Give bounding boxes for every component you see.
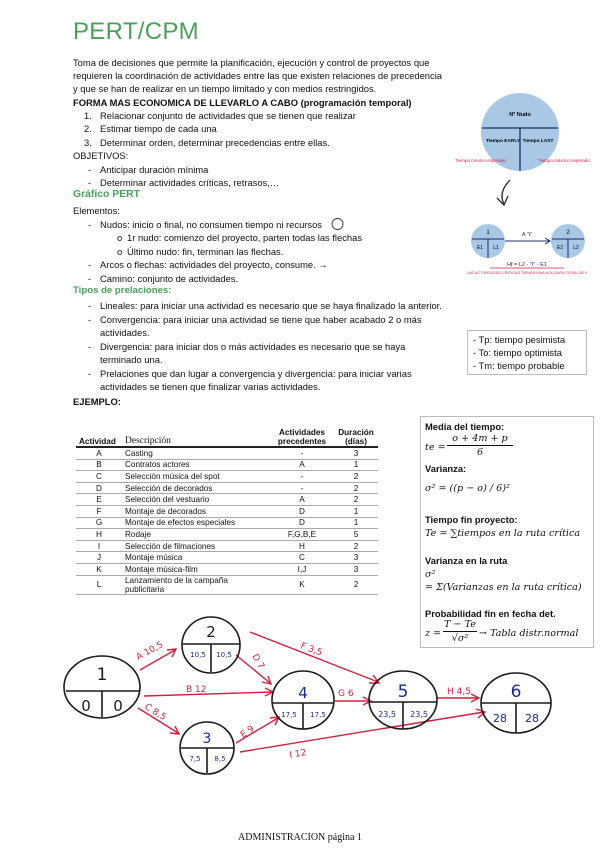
- table-cell: Contratos actores: [122, 459, 270, 471]
- table-cell: 3: [334, 563, 378, 575]
- prob-den: √σ²: [451, 633, 469, 644]
- node-early: 28: [493, 712, 507, 725]
- table-cell: Montaje música-film: [122, 563, 270, 575]
- node-number: 1: [486, 230, 490, 236]
- note-right: Tiempo máximo esperado: [538, 158, 590, 163]
- table-header-row: [76, 420, 378, 447]
- table-row: [76, 505, 378, 517]
- camino-item: Camino: conjunto de actividades.: [100, 273, 239, 284]
- tipos-heading: Tipos de prelaciones:: [73, 285, 172, 296]
- table-row: [76, 482, 378, 494]
- col-header: Actividad: [76, 420, 122, 447]
- table-cell: 2: [334, 494, 378, 506]
- node-early: 7,5: [189, 755, 201, 763]
- dash-bullet: -: [88, 177, 92, 188]
- tiempo-item: - To: tiempo optimista: [473, 347, 562, 358]
- critical-caption: LAS ACTIVIDADES CRITICAS TIENEN UNA HOLGURA TOTAL DE 0: [466, 270, 588, 275]
- arc-label: A "t": [521, 232, 533, 238]
- tipo-item-cont: terminado una.: [100, 354, 163, 365]
- nudos-sub-item: 1r nudo: comienzo del proyecto, parten todas las flechas: [127, 232, 363, 243]
- media-lhs: te =: [425, 442, 446, 453]
- table-cell: 3: [334, 552, 378, 564]
- node-last: 10,5: [216, 651, 232, 659]
- table-cell: Montaje de efectos especiales: [122, 517, 270, 529]
- arc-label: E 9: [238, 724, 257, 741]
- table-cell: I,J: [270, 563, 334, 575]
- prob-num: T − Te: [444, 619, 476, 630]
- var-ruta-f2: = Σ(Varianzas en la ruta crítica): [425, 582, 582, 593]
- arc-label: F 3,5: [298, 641, 324, 659]
- table-cell: Montaje de decorados: [122, 505, 270, 517]
- dash-bullet: -: [88, 164, 92, 175]
- varianza-heading: Varianza:: [425, 463, 467, 474]
- node-last: L2: [573, 245, 579, 251]
- table-cell: 1: [334, 459, 378, 471]
- table-cell: K: [270, 575, 334, 594]
- arcos-item: Arcos o flechas: actividades del proyecto, consume. →: [100, 259, 328, 270]
- node-number: 6: [510, 682, 522, 702]
- intro-line: y que se han de realizar en un tiempo limitado y con medios restringidos.: [73, 83, 377, 94]
- dash-bullet: -: [88, 219, 92, 230]
- node-last: 17,5: [310, 711, 326, 719]
- forma-heading: FORMA MAS ECONOMICA DE LLEVARLO A CABO (programación temporal): [73, 97, 412, 108]
- intro-paragraph: [73, 56, 473, 95]
- table-cell: B: [76, 459, 122, 471]
- objetivos-heading: OBJETIVOS:: [73, 150, 129, 161]
- tipo-item: Convergencia: para iniciar una actividad se tiene que haber acabado 2 o más: [100, 314, 422, 325]
- prob-lhs: z =: [425, 628, 442, 639]
- table-row: [76, 563, 378, 575]
- tipo-item-cont: actividades se tienen que finalizar varias actividades.: [100, 381, 321, 392]
- dash-bullet: -: [88, 259, 92, 270]
- intro-line: Toma de decisiones que permite la planificación, ejecución y control de proyectos que: [73, 57, 430, 68]
- table-cell: 5: [334, 529, 378, 541]
- table-cell: 2: [334, 482, 378, 494]
- table-cell: F: [76, 505, 122, 517]
- last-label: Tiempo LAST: [522, 139, 554, 144]
- table-cell: D: [270, 517, 334, 529]
- step-text: Relacionar conjunto de actividades que se tienen que realizar: [100, 110, 356, 121]
- table-cell: Casting: [122, 447, 270, 459]
- table-row: [76, 459, 378, 471]
- tipo-item-cont: actividades.: [100, 327, 150, 338]
- arc-i: [240, 712, 484, 752]
- table-cell: Rodaje: [122, 529, 270, 541]
- tipo-item: Divergencia: para iniciar dos o más actividades es necesario que se haya: [100, 341, 406, 352]
- node-early: 0: [81, 697, 91, 715]
- activities-table-wrapper: [76, 420, 378, 595]
- table-cell: C: [76, 471, 122, 483]
- table-cell: -: [270, 471, 334, 483]
- table-row: [76, 529, 378, 541]
- fin-heading: Tiempo fin proyecto:: [425, 514, 518, 525]
- node-early: E2: [556, 245, 564, 251]
- table-row: [76, 517, 378, 529]
- arc-label: B 12: [186, 685, 207, 695]
- table-cell: H: [76, 529, 122, 541]
- tipo-item: Prelaciones que dan lugar a convergencia y divergencia: para iniciar varias: [100, 368, 412, 379]
- varianza-formula: σ² = ((p − o) / 6)²: [425, 483, 510, 494]
- nudos-item: Nudos: inicio o final, no consumen tiempo ni recursos: [100, 219, 322, 230]
- table-cell: E: [76, 494, 122, 506]
- dash-bullet: -: [88, 273, 92, 284]
- arc-f: [250, 632, 378, 682]
- table-cell: D: [270, 505, 334, 517]
- circled-annotation: [331, 217, 344, 231]
- grafico-heading: Gráfico PERT: [73, 189, 140, 200]
- pert-network: [0, 600, 600, 830]
- dash-bullet: -: [88, 300, 92, 311]
- node-number: 1: [96, 665, 108, 685]
- table-cell: 2: [334, 575, 378, 594]
- table-cell: -: [270, 447, 334, 459]
- node-last: L1: [493, 245, 499, 251]
- dash-bullet: -: [88, 341, 92, 352]
- var-ruta-heading: Varianza en la ruta: [425, 555, 508, 566]
- tiempo-item: - Tp: tiempo pesimista: [473, 334, 566, 345]
- media-den: 6: [476, 447, 484, 458]
- nudos-sub-item: Último nudo: fin, terminan las flechas.: [127, 246, 284, 257]
- table-cell: A: [76, 447, 122, 459]
- table-cell: 1: [334, 505, 378, 517]
- arc-label: H 4,5: [447, 687, 471, 697]
- node-last: 28: [525, 712, 539, 725]
- step-text: Estimar tiempo de cada una: [100, 123, 217, 134]
- intro-line: requieren la coordinación de actividades entre las que existen relaciones de precedencia: [73, 70, 442, 81]
- elementos-heading: Elementos:: [73, 205, 120, 216]
- table-cell: -: [270, 482, 334, 494]
- prob-heading: Probabilidad fin en fecha det.: [425, 608, 556, 619]
- table-row: [76, 471, 378, 483]
- node-number: 5: [397, 682, 409, 702]
- arc-label: I 12: [288, 748, 308, 761]
- table-cell: J: [76, 552, 122, 564]
- table-cell: Selección de decorados: [122, 482, 270, 494]
- node-number: 2: [566, 230, 570, 236]
- node-last: 0: [113, 697, 123, 715]
- table-cell: C: [270, 552, 334, 564]
- note-left: Tiempo mínimo esperado: [455, 158, 506, 163]
- node-diagram: [450, 92, 600, 292]
- arc-label: C 8,5: [142, 702, 168, 723]
- var-ruta-f1: σ²: [425, 569, 436, 580]
- table-row: [76, 575, 378, 594]
- hf-formula: Hf = L2 - "t" - E1: [507, 262, 547, 268]
- table-cell: Montaje música: [122, 552, 270, 564]
- activities-table: [76, 420, 378, 595]
- objetivo-item: Determinar actividades críticas, retrasos,…: [100, 177, 280, 188]
- dash-bullet: -: [88, 314, 92, 325]
- page-footer: ADMINISTRACION página 1: [238, 832, 362, 843]
- fin-formula: Te = ∑tiempos en la ruta crítica: [425, 528, 581, 539]
- table-cell: L: [76, 575, 122, 594]
- node-last: 23,5: [410, 710, 428, 719]
- table-cell: 2: [334, 471, 378, 483]
- table-cell: Selección del vestuario: [122, 494, 270, 506]
- node-early: 10,5: [190, 651, 206, 659]
- prob-rhs: → Tabla distr.normal: [479, 628, 579, 639]
- arc-b: [144, 692, 272, 696]
- page-title: PERT/CPM: [73, 18, 199, 45]
- node-number: 4: [298, 684, 308, 702]
- node-label: Nº Nudo: [509, 112, 531, 118]
- step-text: Determinar orden, determinar precedencias entre ellas.: [100, 137, 330, 148]
- col-header: Duración (días): [334, 420, 378, 447]
- node-number: 2: [206, 623, 216, 641]
- circle-bullet: o: [117, 232, 123, 243]
- media-heading: Media del tiempo:: [425, 421, 505, 432]
- tiempos-box: [467, 330, 587, 375]
- step-number: 3.: [84, 137, 92, 148]
- table-body: [76, 447, 378, 594]
- col-header: Actividades precedentes: [270, 420, 334, 447]
- early-label: Tiempo EARLY: [485, 139, 521, 144]
- circle-bullet: o: [117, 246, 123, 257]
- tipo-item: Lineales: para iniciar una actividad es necesario que se haya finalizado la anterior.: [100, 300, 442, 311]
- node-last: 8,5: [214, 755, 226, 763]
- dash-bullet: -: [88, 368, 92, 379]
- table-cell: I: [76, 540, 122, 552]
- node-early: E1: [476, 245, 484, 251]
- table-cell: F,G,B,E: [270, 529, 334, 541]
- objetivo-item: Anticipar duración mínima: [100, 164, 209, 175]
- table-cell: 2: [334, 540, 378, 552]
- step-number: 2.: [84, 123, 92, 134]
- table-cell: Selección música del spot: [122, 471, 270, 483]
- table-cell: A: [270, 459, 334, 471]
- arc-label: A 10,5: [134, 640, 166, 663]
- node-number: 3: [202, 731, 212, 747]
- table-cell: H: [270, 540, 334, 552]
- table-cell: D: [76, 482, 122, 494]
- arc-label: G 6: [338, 689, 354, 699]
- table-row: [76, 540, 378, 552]
- table-row: [76, 447, 378, 459]
- table-cell: A: [270, 494, 334, 506]
- ejemplo-heading: EJEMPLO:: [73, 396, 121, 407]
- node-early: 23,5: [378, 710, 396, 719]
- table-cell: G: [76, 517, 122, 529]
- table-cell: 1: [334, 517, 378, 529]
- table-cell: Selección de filmaciones: [122, 540, 270, 552]
- col-header: Descripción: [122, 420, 270, 447]
- table-row: [76, 552, 378, 564]
- table-cell: K: [76, 563, 122, 575]
- table-row: [76, 494, 378, 506]
- media-num: o + 4m + p: [447, 433, 513, 446]
- step-number: 1.: [84, 110, 92, 121]
- arc-label: D 7: [249, 652, 266, 671]
- tiempo-item: - Tm: tiempo probable: [473, 360, 565, 371]
- node-early: 17,5: [281, 711, 297, 719]
- table-cell: Lanzamiento de la campaña publicitaria: [122, 575, 270, 594]
- table-cell: 3: [334, 447, 378, 459]
